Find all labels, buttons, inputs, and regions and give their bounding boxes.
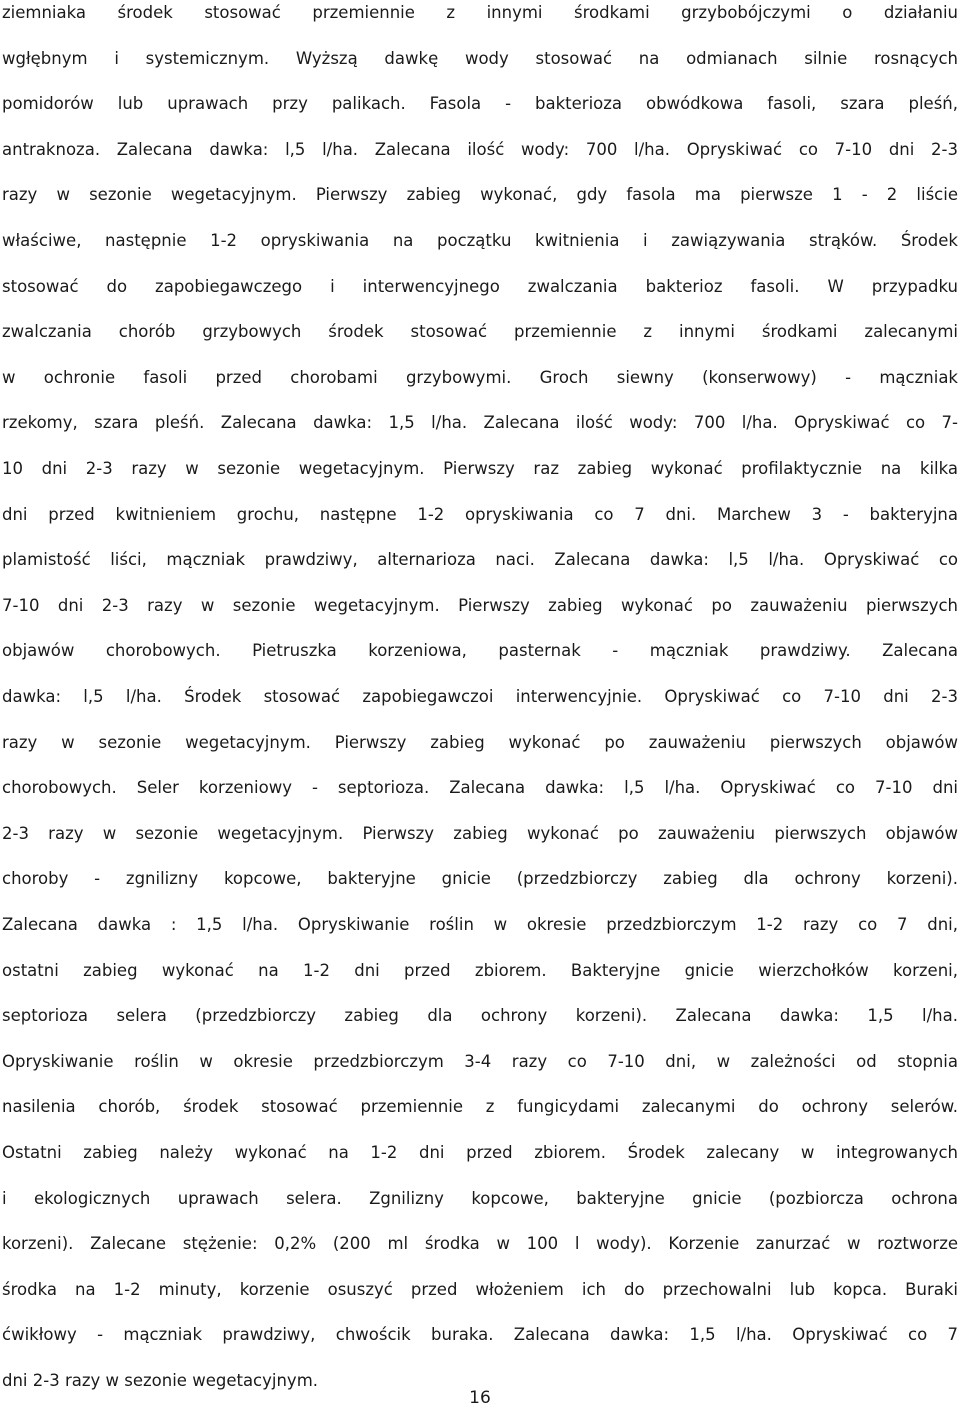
text-line: Ostatni zabieg należy wykonać na 1-2 dni przed zbiorem. Środek zalecany w integrowanych xyxy=(2,1143,958,1162)
text-line: ziemniaka środek stosować przemiennie z innymi środkami grzybobójczymi o działaniu xyxy=(2,3,958,22)
text-line: plamistość liści, mączniak prawdziwy, alternarioza naci. Zalecana dawka: l,5 l/ha. Opryskiwać co xyxy=(2,550,958,570)
text-line: dni przed kwitnieniem grochu, następne 1-2 opryskiwania co 7 dni. Marchew 3 - bakteryjna xyxy=(2,504,958,524)
text-line: właściwe, następnie 1-2 opryskiwania na początku kwitnienia i zawiązywania strąków. Środek xyxy=(2,231,958,250)
text-line: objawów chorobowych. Pietruszka korzeniowa, pasternak - mączniak prawdziwy. Zalecana xyxy=(2,641,958,661)
text-line: 7-10 dni 2-3 razy w sezonie wegetacyjnym. Pierwszy zabieg wykonać po zauważeniu pierwszych xyxy=(2,595,958,615)
text-line: Opryskiwanie roślin w okresie przedzbiorczym 3-4 razy co 7-10 dni, w zależności od stopnia xyxy=(2,1051,958,1071)
text-line: choroby - zgnilizny kopcowe, bakteryjne gnicie (przedzbiorczy zabieg dla ochrony korzeni). xyxy=(2,869,958,889)
text-line: ćwikłowy - mączniak prawdziwy, chwościk buraka. Zalecana dawka: 1,5 l/ha. Opryskiwać co 7 xyxy=(2,1325,958,1345)
text-line: zwalczania chorób grzybowych środek stosować przemiennie z innymi środkami zalecanymi xyxy=(2,322,958,342)
text-line: wgłębnym i systemicznym. Wyższą dawkę wody stosować na odmianach silnie rosnących xyxy=(2,48,958,68)
text-line: w ochronie fasoli przed chorobami grzybowymi. Groch siewny (konserwowy) - mączniak xyxy=(2,367,958,387)
text-line: 2-3 razy w sezonie wegetacyjnym. Pierwszy zabieg wykonać po zauważeniu pierwszych objawów xyxy=(2,823,958,843)
text-line: septorioza selera (przedzbiorczy zabieg dla ochrony korzeni). Zalecana dawka: 1,5 l/ha. xyxy=(2,1006,958,1026)
text-line: razy w sezonie wegetacyjnym. Pierwszy zabieg wykonać po zauważeniu pierwszych objawów xyxy=(2,732,958,752)
text-line: Zalecana dawka : 1,5 l/ha. Opryskiwanie roślin w okresie przedzbiorczym 1-2 razy co 7 dni, xyxy=(2,915,958,934)
text-line: środka na 1-2 minuty, korzenie osuszyć przed włożeniem ich do przechowalni lub kopca. Buraki xyxy=(2,1279,958,1299)
text-line: razy w sezonie wegetacyjnym. Pierwszy zabieg wykonać, gdy fasola ma pierwsze 1 - 2 liście xyxy=(2,185,958,205)
text-line: antraknoza. Zalecana dawka: l,5 l/ha. Zalecana ilość wody: 700 l/ha. Opryskiwać co 7-10 dni 2-3 xyxy=(2,139,958,159)
text-line: chorobowych. Seler korzeniowy - septorioza. Zalecana dawka: l,5 l/ha. Opryskiwać co 7-10 dni xyxy=(2,778,958,798)
text-line: dni 2-3 razy w sezonie wegetacyjnym. xyxy=(2,1371,319,1390)
text-line: 10 dni 2-3 razy w sezonie wegetacyjnym. Pierwszy raz zabieg wykonać profilaktycznie na kilka xyxy=(2,459,958,478)
text-line: pomidorów lub uprawach przy palikach. Fasola - bakterioza obwódkowa fasoli, szara pleśń, xyxy=(2,94,958,114)
text-line: korzeni). Zalecane stężenie: 0,2% (200 ml środka w 100 l wody). Korzenie zanurzać w roztworze xyxy=(2,1234,958,1254)
page-number: 16 xyxy=(469,1388,491,1408)
text-line: stosować do zapobiegawczego i interwencyjnego zwalczania bakterioz fasoli. W przypadku xyxy=(2,276,958,296)
text-line: rzekomy, szara pleśń. Zalecana dawka: 1,5 l/ha. Zalecana ilość wody: 700 l/ha. Opryskiwać co 7- xyxy=(2,413,958,433)
text-line: dawka: l,5 l/ha. Środek stosować zapobiegawczoi interwencyjnie. Opryskiwać co 7-10 dni 2-3 xyxy=(2,687,958,706)
text-line: i ekologicznych uprawach selera. Zgnilizny kopcowe, bakteryjne gnicie (pozbiorcza ochrona xyxy=(2,1188,958,1208)
text-line: nasilenia chorób, środek stosować przemiennie z fungicydami zalecanymi do ochrony selerów. xyxy=(2,1097,958,1117)
text-line: ostatni zabieg wykonać na 1-2 dni przed zbiorem. Bakteryjne gnicie wierzchołków korzeni, xyxy=(2,960,958,980)
